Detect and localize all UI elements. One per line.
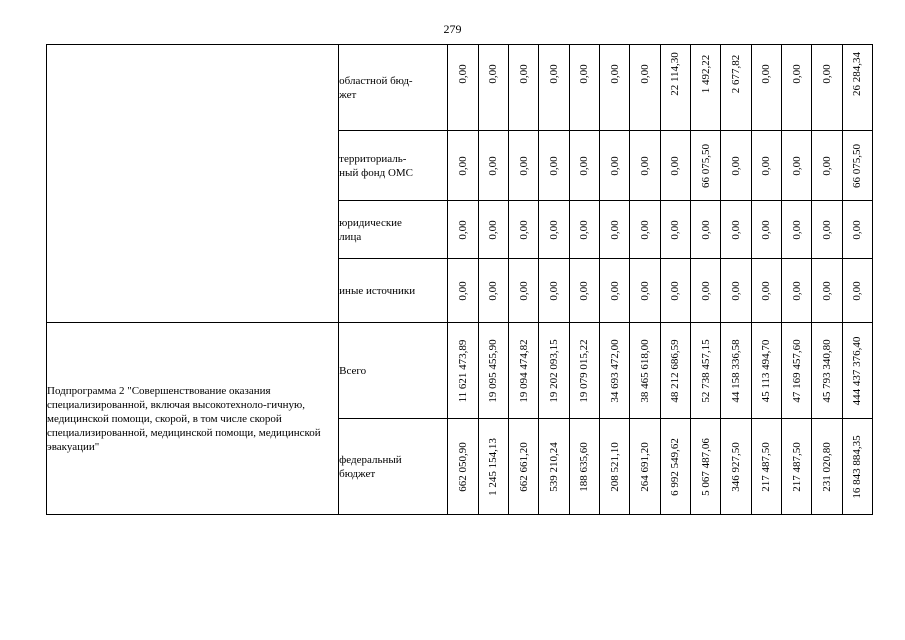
value-text: 0,00 [487, 155, 500, 176]
value-cell [478, 131, 508, 201]
value-text: 26 284,34 [851, 51, 864, 96]
value-text: 188 635,60 [578, 441, 591, 492]
value-text: 0,00 [760, 219, 773, 240]
value-text: 231 020,80 [820, 441, 833, 492]
value-text: 66 075,50 [851, 143, 864, 188]
value-text: 6 992 549,62 [669, 437, 682, 496]
value-cell [842, 201, 872, 259]
value-cell [690, 131, 720, 201]
value-cell [569, 45, 599, 131]
value-cell [478, 419, 508, 515]
value-cell [539, 131, 569, 201]
value-cell [721, 131, 751, 201]
value-cell [630, 45, 660, 131]
value-cell [781, 419, 811, 515]
value-text: 45 793 340,80 [820, 338, 833, 403]
value-text: 5 067 487,06 [699, 437, 712, 496]
value-text: 19 095 455,90 [487, 338, 500, 403]
table-row [47, 45, 873, 131]
value-cell [660, 131, 690, 201]
value-cell [781, 131, 811, 201]
value-cell [660, 201, 690, 259]
value-cell [842, 323, 872, 419]
value-cell [721, 419, 751, 515]
value-cell [781, 45, 811, 131]
value-cell [539, 259, 569, 323]
value-text: 1 492,22 [699, 54, 712, 94]
value-cell [812, 131, 842, 201]
value-text: 0,00 [820, 219, 833, 240]
value-text: 0,00 [487, 64, 500, 84]
value-cell [600, 419, 630, 515]
funding-source-cell: федеральный бюджет [339, 419, 448, 515]
value-text: 346 927,50 [729, 441, 742, 492]
value-cell [781, 259, 811, 323]
value-text: 0,00 [578, 64, 591, 84]
value-text: 0,00 [608, 280, 621, 301]
value-text: 0,00 [517, 280, 530, 301]
value-cell [478, 259, 508, 323]
value-text: 0,00 [487, 280, 500, 301]
value-text: 22 114,30 [669, 52, 682, 96]
value-cell [630, 201, 660, 259]
value-text: 0,00 [608, 219, 621, 240]
value-cell [448, 259, 478, 323]
value-text: 0,00 [699, 280, 712, 301]
value-cell [751, 419, 781, 515]
value-cell [600, 201, 630, 259]
value-text: 0,00 [638, 64, 651, 84]
value-text: 0,00 [820, 64, 833, 84]
value-text: 0,00 [820, 155, 833, 176]
value-text: 0,00 [820, 280, 833, 301]
value-text: 0,00 [517, 64, 530, 84]
value-text: 0,00 [729, 219, 742, 240]
value-text: 0,00 [457, 219, 470, 240]
value-cell [569, 259, 599, 323]
table-row [47, 323, 873, 419]
value-text: 662 661,20 [517, 441, 530, 492]
value-text: 662 050,90 [457, 441, 470, 492]
value-text: 38 465 618,00 [638, 338, 651, 403]
value-text: 0,00 [457, 64, 470, 84]
value-text: 0,00 [638, 280, 651, 301]
value-text: 208 521,10 [608, 441, 621, 492]
value-cell [448, 323, 478, 419]
funding-source-cell: территориаль- ный фонд ОМС [339, 131, 448, 201]
value-cell [690, 45, 720, 131]
value-text: 0,00 [548, 155, 560, 176]
value-text: 264 691,20 [638, 441, 651, 492]
value-cell [630, 259, 660, 323]
value-cell [690, 323, 720, 419]
budget-table [46, 44, 873, 515]
value-text: 19 202 093,15 [548, 338, 560, 403]
value-text: 0,00 [548, 64, 560, 84]
value-cell [812, 45, 842, 131]
value-cell [448, 419, 478, 515]
value-cell [751, 131, 781, 201]
value-cell [539, 419, 569, 515]
program-name-cell [47, 45, 339, 323]
value-cell [842, 259, 872, 323]
value-text: 19 094 474,82 [517, 338, 530, 403]
value-cell [600, 323, 630, 419]
value-cell [509, 323, 539, 419]
value-text: 0,00 [457, 155, 470, 176]
value-text: 0,00 [548, 280, 560, 301]
value-text: 0,00 [790, 155, 803, 176]
value-cell [721, 323, 751, 419]
value-cell [751, 201, 781, 259]
value-cell [539, 201, 569, 259]
program-name-cell: Подпрограмма 2 "Совершенствование оказания специализированной, включая высокотехноло-гичную, медицинской помощи, скорой, в том числе скорой специализированной, медицинской помощи, медицинской эвакуации" [47, 323, 339, 515]
value-cell [842, 131, 872, 201]
value-text: 66 075,50 [699, 143, 712, 188]
funding-source-cell: областной бюд- жет [339, 45, 448, 131]
value-cell [630, 419, 660, 515]
value-cell [539, 323, 569, 419]
table-body [47, 45, 873, 515]
value-cell [751, 323, 781, 419]
value-cell [448, 131, 478, 201]
value-cell [569, 201, 599, 259]
funding-source-cell: иные источники [339, 259, 448, 323]
value-text: 0,00 [851, 280, 864, 301]
value-text: 0,00 [669, 219, 682, 240]
value-text: 0,00 [729, 155, 742, 176]
value-cell [721, 45, 751, 131]
value-cell [660, 259, 690, 323]
value-cell [509, 419, 539, 515]
value-text: 0,00 [608, 155, 621, 176]
value-cell [842, 45, 872, 131]
value-text: 0,00 [790, 64, 803, 84]
funding-source-cell: Всего [339, 323, 448, 419]
value-text: 16 843 884,35 [851, 434, 864, 499]
value-cell [569, 419, 599, 515]
value-cell [812, 323, 842, 419]
value-text: 217 487,50 [790, 441, 803, 492]
value-cell [660, 419, 690, 515]
value-text: 0,00 [457, 280, 470, 301]
value-cell [781, 201, 811, 259]
value-text: 0,00 [548, 219, 560, 240]
value-text: 0,00 [790, 280, 803, 301]
value-cell [509, 131, 539, 201]
value-text: 1 245 154,13 [487, 437, 500, 496]
value-cell [812, 419, 842, 515]
value-text: 2 677,82 [729, 54, 742, 94]
value-cell [448, 45, 478, 131]
value-text: 52 738 457,15 [699, 338, 712, 403]
value-cell [600, 131, 630, 201]
value-cell [509, 201, 539, 259]
value-cell [690, 419, 720, 515]
value-cell [690, 201, 720, 259]
value-cell [660, 323, 690, 419]
value-text: 0,00 [669, 155, 682, 176]
value-cell [660, 45, 690, 131]
value-cell [630, 131, 660, 201]
value-cell [630, 323, 660, 419]
value-text: 539 210,24 [548, 441, 560, 492]
value-text: 0,00 [638, 219, 651, 240]
value-cell [721, 201, 751, 259]
value-text: 0,00 [760, 280, 773, 301]
value-cell [478, 323, 508, 419]
value-cell [448, 201, 478, 259]
value-cell [600, 45, 630, 131]
value-text: 0,00 [578, 219, 591, 240]
value-text: 0,00 [790, 219, 803, 240]
value-cell [690, 259, 720, 323]
value-cell [509, 45, 539, 131]
value-text: 44 158 336,58 [729, 338, 742, 403]
value-text: 45 113 494,70 [760, 339, 773, 402]
value-cell [721, 259, 751, 323]
value-text: 0,00 [851, 219, 864, 240]
value-text: 0,00 [699, 219, 712, 240]
value-text: 0,00 [760, 155, 773, 176]
value-text: 0,00 [517, 155, 530, 176]
value-cell [842, 419, 872, 515]
value-cell [781, 323, 811, 419]
value-cell [812, 259, 842, 323]
value-cell [478, 201, 508, 259]
value-text: 0,00 [578, 280, 591, 301]
value-cell [751, 45, 781, 131]
funding-source-cell: юридические лица [339, 201, 448, 259]
value-cell [600, 259, 630, 323]
value-text: 444 437 376,40 [851, 336, 864, 405]
value-text: 48 212 686,59 [669, 338, 682, 403]
value-text: 0,00 [760, 64, 773, 84]
value-text: 47 169 457,60 [790, 338, 803, 403]
value-cell [478, 45, 508, 131]
value-cell [509, 259, 539, 323]
value-cell [569, 323, 599, 419]
value-cell [539, 45, 569, 131]
value-text: 34 693 472,00 [608, 338, 621, 403]
page-number: 279 [443, 22, 462, 36]
value-cell [751, 259, 781, 323]
value-text: 0,00 [608, 64, 621, 84]
value-text: 0,00 [638, 155, 651, 176]
value-text: 0,00 [669, 280, 682, 301]
value-text: 217 487,50 [760, 441, 773, 492]
value-cell [812, 201, 842, 259]
value-text: 0,00 [517, 219, 530, 240]
value-cell [569, 131, 599, 201]
value-text: 0,00 [487, 219, 500, 240]
value-text: 0,00 [729, 280, 742, 301]
value-text: 19 079 015,22 [578, 338, 591, 403]
value-text: 11 621 473,89 [457, 339, 470, 402]
value-text: 0,00 [578, 155, 591, 176]
